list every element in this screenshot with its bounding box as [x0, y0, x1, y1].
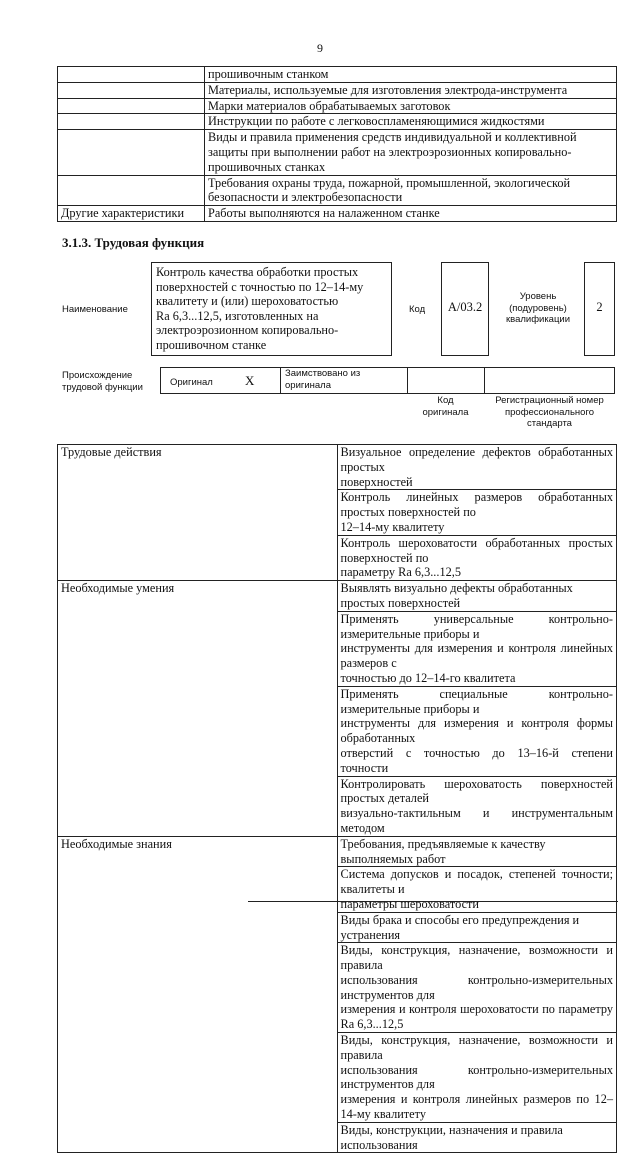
section-heading: 3.1.3. Трудовая функция: [62, 235, 205, 250]
table-row: [58, 114, 617, 130]
reg-caption-line: Регистрационный номер: [495, 395, 604, 406]
borrowed-label-line: оригинала: [285, 379, 332, 391]
function-name-line: Контроль качества обработки простых: [156, 265, 359, 279]
cell-text-line: защиты при выполнении работ на электроэрозионных копировально-: [208, 144, 572, 159]
requirement-cell: [337, 1033, 617, 1123]
table-row: [58, 581, 617, 612]
requirement-cell: [337, 943, 617, 1033]
row-label-cell: [58, 114, 205, 130]
cell-text-line: Контроль шероховатости обработанных простых поверхностей по: [340, 535, 613, 565]
code-caption: [407, 395, 484, 418]
level-label-line: (подуровень): [509, 302, 567, 314]
requirement-cell: [337, 581, 617, 612]
cell-text-line: Применять универсальные контрольно-измерительные приборы и: [340, 611, 613, 641]
origin-divider-1: [280, 367, 281, 394]
function-name-line: прошивочном станке: [156, 337, 267, 352]
requirement-cell: [337, 535, 617, 580]
row-value-cell: [205, 67, 617, 83]
code-caption-line: оригинала: [422, 406, 469, 418]
cell-text-line: Требования охраны труда, пожарной, промышленной, экологической: [208, 175, 571, 190]
cell-text-line: точностью до 12–14-го квалитета: [340, 670, 516, 685]
function-name-line: электроэрозионном копировально-: [156, 323, 339, 337]
function-name-line: Ra 6,3...12,5, изготовленных на: [156, 308, 319, 323]
origin-label-line: трудовой функции: [62, 381, 143, 393]
borrowed-label-line: Заимствовано из: [285, 368, 361, 379]
cell-text-line: Виды, конструкция, назначение, возможности и правила: [340, 943, 613, 973]
requirement-cell: [337, 1122, 617, 1153]
cell-text-line: инструменты для измерения и контроля линейных размеров с: [340, 641, 613, 671]
function-name-line: поверхностей с точностью по 12–14-му: [156, 279, 364, 294]
function-name-line: квалитету и (или) шероховатостью: [156, 294, 339, 308]
row-value-cell: [205, 82, 617, 98]
cell-text-line: Контроль линейных размеров обработанных простых поверхностей по: [340, 490, 613, 520]
origin-label-line: Происхождение: [62, 370, 133, 381]
page-bottom-rule: [248, 901, 618, 902]
reg-caption-line: стандарта: [527, 418, 572, 429]
cell-text-line: безопасности и электробезопасности: [208, 190, 403, 205]
level-label: [497, 291, 579, 326]
cell-text-line: Система допусков и посадок, степеней точности; квалитеты и: [340, 867, 613, 897]
row-label-cell: [58, 98, 205, 114]
row-value-cell: [205, 206, 617, 222]
table-row: [58, 130, 617, 175]
cell-text-line: 12–14-му квалитету: [340, 519, 445, 534]
cell-text-line: поверхностей: [340, 474, 413, 489]
level-label-line: Уровень: [519, 291, 557, 302]
table-row: [58, 206, 617, 222]
group-label-cell: Необходимые умения: [58, 581, 338, 837]
row-label-cell: Другие характеристики: [58, 206, 205, 222]
table-row: [58, 67, 617, 83]
requirement-cell: [337, 611, 617, 686]
cell-text-line: визуально-тактильным и инструментальным методом: [340, 806, 613, 835]
requirement-cell: [337, 686, 617, 776]
level-value: 2: [596, 300, 603, 314]
cell-text-line: параметры шероховатости: [340, 896, 480, 911]
origin-divider-3: [484, 367, 485, 394]
cell-text-line: измерения и контроля линейных размеров по 12–14-му квалитету: [340, 1092, 613, 1122]
cell-text-line: прошивочных станках: [208, 159, 326, 174]
cell-text-line: использования контрольно-измерительных инструментов для: [340, 972, 613, 1002]
original-mark: X: [245, 373, 255, 388]
origin-divider-2: [407, 367, 408, 394]
cell-text-line: Виды, конструкция, назначение, возможности и правила: [340, 1033, 613, 1062]
origin-label: [62, 370, 143, 393]
cell-text-line: Инструкции по работе с легковоспламеняющимися жидкостями: [208, 114, 545, 129]
function-details-table: [57, 444, 617, 1153]
requirement-cell: [337, 490, 617, 535]
cell-text-line: Визуальное определение дефектов обработанных простых: [340, 445, 613, 474]
cell-text-line: Контролировать шероховатость поверхностей простых деталей: [340, 776, 613, 806]
cell-text-line: Виды брака и способы его предупреждения и устранения: [340, 912, 580, 942]
table-row: [58, 82, 617, 98]
function-name-box: [151, 262, 392, 356]
level-label-line: квалификации: [505, 314, 571, 325]
original-label: Оригинал: [170, 377, 213, 388]
row-value-cell: [205, 130, 617, 175]
cell-text-line: Работы выполняются на налаженном станке: [208, 206, 440, 221]
row-value-cell: [205, 98, 617, 114]
group-label-cell: Трудовые действия: [58, 445, 338, 581]
cell-text-line: инструменты для измерения и контроля формы обработанных: [340, 716, 613, 746]
cell-text-line: параметру Ra 6,3...12,5: [340, 565, 461, 580]
requirement-cell: [337, 867, 617, 912]
cell-text-line: Выявлять визуально дефекты обработанных простых поверхностей: [340, 581, 573, 610]
requirement-cell: [337, 912, 617, 943]
code-caption-line: Код: [437, 395, 454, 406]
table-row: [58, 445, 617, 490]
row-label-cell: [58, 82, 205, 98]
code-value: A/03.2: [447, 300, 483, 314]
requirement-cell: [337, 776, 617, 836]
previous-function-table: [57, 66, 617, 222]
requirement-cell: [337, 445, 617, 490]
table-row: [58, 98, 617, 114]
cell-text-line: прошивочным станком: [208, 67, 329, 81]
cell-text-line: Виды и правила применения средств индивидуальной и коллективной: [208, 130, 577, 145]
requirement-cell: [337, 836, 617, 867]
borrowed-label: [285, 368, 360, 391]
cell-text-line: Применять специальные контрольно-измерительные приборы и: [340, 686, 613, 716]
row-value-cell: [205, 114, 617, 130]
row-label-cell: [58, 130, 205, 175]
table-row: [58, 175, 617, 206]
cell-text-line: использования контрольно-измерительных инструментов для: [340, 1062, 613, 1092]
group-label-cell: Необходимые знания: [58, 836, 338, 1153]
cell-text-line: Виды, конструкции, назначения и правила использования: [340, 1122, 563, 1152]
reg-caption-line: профессионального: [505, 406, 594, 418]
table-row: [58, 836, 617, 867]
row-label-cell: [58, 175, 205, 206]
row-value-cell: [205, 175, 617, 206]
cell-text-line: измерения и контроля шероховатости по параметру Ra 6,3...12,5: [340, 1002, 613, 1032]
cell-text-line: Материалы, используемые для изготовления электрода-инструмента: [208, 82, 568, 97]
cell-text-line: отверстий с точностью до 13–16-й степени точности: [340, 745, 613, 775]
cell-text-line: Требования, предъявляемые к качеству выполняемых работ: [340, 836, 546, 866]
naim-label: Наименование: [62, 304, 128, 315]
origin-row: [160, 367, 615, 394]
page-number: 9: [317, 41, 323, 55]
cell-text-line: Марки материалов обрабатываемых заготовок: [208, 98, 451, 113]
row-label-cell: [58, 67, 205, 83]
reg-caption: [484, 395, 615, 430]
code-label: Код: [409, 304, 426, 315]
